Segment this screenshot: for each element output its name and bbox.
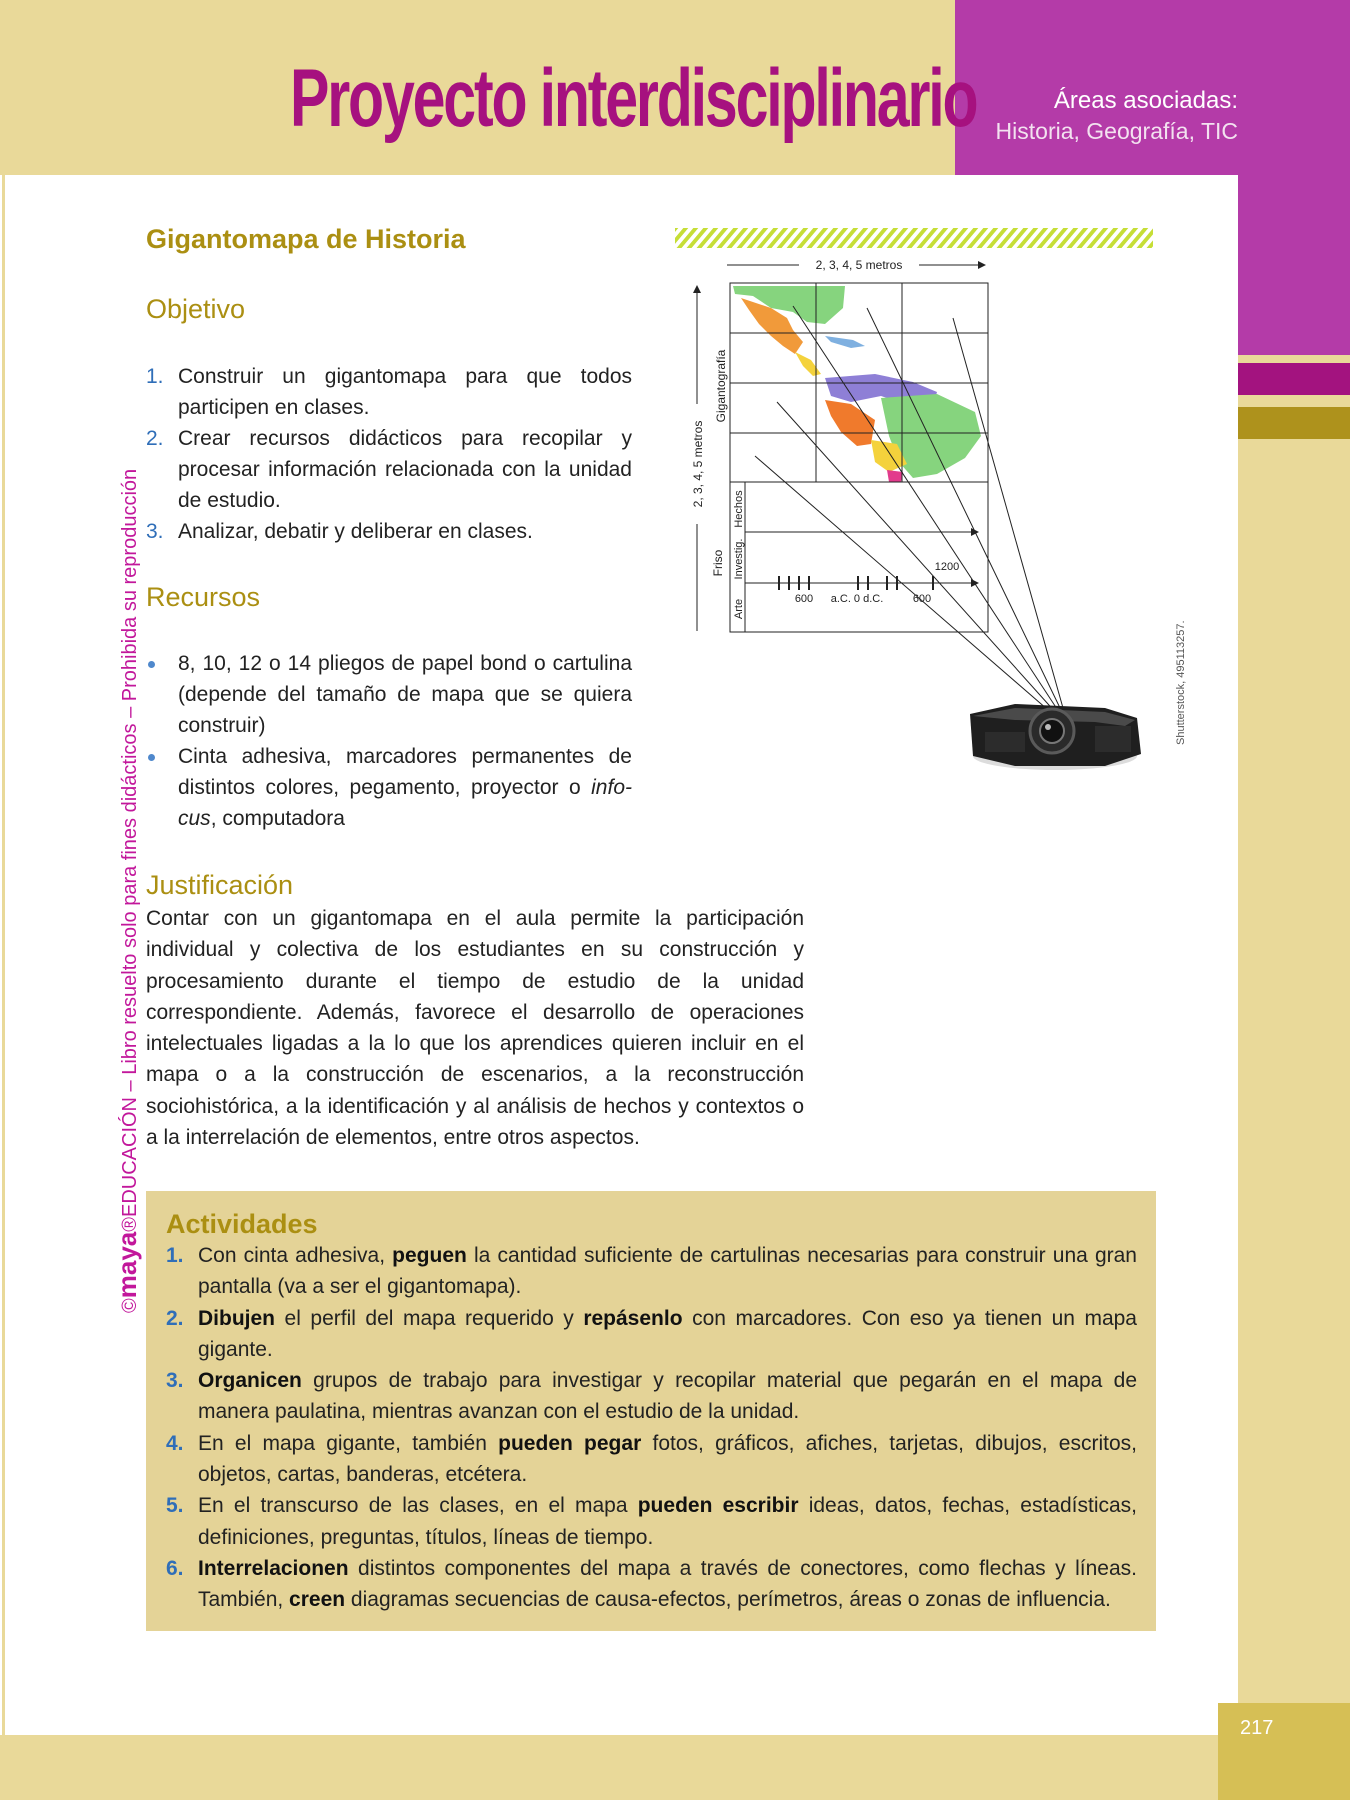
item-number: 2. <box>146 427 164 450</box>
activity-item <box>166 1303 1137 1366</box>
hechos-label: Hechos <box>733 490 745 528</box>
list-item <box>146 741 632 834</box>
item-text: Cinta adhesiva, marcadores permanentes de distintos colores, pegamento, proyector o <box>178 745 632 799</box>
activity-item <box>166 1428 1137 1491</box>
copyright-sidebar <box>112 469 143 1313</box>
item-number: 1. <box>166 1244 184 1267</box>
decor-magenta-side <box>1238 175 1350 355</box>
arte-label: Arte <box>733 598 745 620</box>
item-verb: Dibujen <box>198 1306 275 1330</box>
decor-stripe <box>1238 407 1350 439</box>
decor-stripe <box>1238 363 1350 395</box>
item-number: 3. <box>146 520 164 543</box>
item-number: 2. <box>166 1306 184 1330</box>
item-verb: creen <box>289 1588 346 1612</box>
item-verb: pueden pegar <box>498 1431 642 1455</box>
investig-label: Investig. <box>733 538 745 580</box>
left-divider <box>2 175 5 1735</box>
item-text: Construir un gigantomapa para que todos participen en clases. <box>178 365 632 419</box>
item-text: Analizar, debatir y deliberar en clases. <box>178 520 533 543</box>
bullet <box>148 754 155 761</box>
item-number: 6. <box>166 1556 184 1580</box>
justification-heading: Justificación <box>146 870 294 900</box>
item-number: 1. <box>146 365 164 388</box>
item-verb: repásenlo <box>583 1306 683 1330</box>
tick-1200: 1200 <box>934 561 960 573</box>
activities-heading: Actividades <box>166 1209 318 1239</box>
tick-600-ad: 600 <box>912 593 932 605</box>
hatched-bar <box>675 228 1153 248</box>
activities-list <box>166 1240 1137 1616</box>
item-text: , computadora <box>210 807 345 830</box>
tick-era: a.C. 0 d.C. <box>830 593 884 605</box>
item-text: la cantidad suficiente de cartulinas necesarias para construir una gran pantalla (va a ser el gigantomapa). <box>198 1244 1137 1299</box>
item-text: el perfil del mapa requerido y <box>275 1306 584 1330</box>
item-text: Con cinta adhesiva, <box>198 1244 393 1267</box>
item-text: En el transcurso de las clases, en el mapa <box>198 1494 638 1518</box>
item-text: Crear recursos didácticos para recopilar y procesar información relacionada con la unidad de estudio. <box>178 427 632 512</box>
list-item <box>146 648 632 741</box>
objective-heading: Objetivo <box>146 294 246 324</box>
tick-600-bc: 600 <box>794 593 814 605</box>
resources-list <box>146 648 632 834</box>
gigantomap-diagram <box>675 226 1175 796</box>
activity-item <box>166 1490 1137 1553</box>
map-southern-cone <box>887 470 903 482</box>
resources-heading: Recursos <box>146 582 261 612</box>
bullet <box>148 661 155 668</box>
page-title: Proyecto interdisciplinario <box>290 53 977 144</box>
item-number: 5. <box>166 1494 184 1518</box>
item-text: ideas, datos, fechas, estadísticas, definiciones, preguntas, títulos, líneas de tiempo. <box>198 1494 1137 1549</box>
friso-frame <box>730 482 988 632</box>
item-text: con marcadores. Con eso ya tienen un mapa gigante. <box>198 1306 1137 1361</box>
item-text: diagramas secuencias de causa-efectos, perímetros, áreas o zonas de influencia. <box>345 1588 1111 1612</box>
list-item <box>146 361 632 423</box>
areas-label: Áreas asociadas: <box>1053 87 1238 114</box>
justification-text: Contar con un gigantomapa en el aula permite la participación individual y colectiva de los estudiantes en su construcción y procesamiento durante el tiempo de estudio de la unidad correspondiente. Además, favorece el desarrollo de operaciones intelectuales ligadas a la lo que los aprendices quieren incluir en el mapa o a la construcción de escenarios, a la reconstrucción sociohistórica, a la identificación y al análisis de hechos y contextos o a la interrelación de elementos, entre otros aspectos. <box>146 907 804 1150</box>
item-italic: info-cus <box>178 776 632 830</box>
friso-label: Friso <box>711 549 725 577</box>
list-item <box>146 516 632 547</box>
activity-item <box>166 1240 1137 1303</box>
section-heading: Gigantomapa de Historia <box>146 224 466 254</box>
item-text: En el mapa gigante, también <box>198 1431 499 1455</box>
activity-item <box>166 1553 1137 1616</box>
item-text: distintos componentes del mapa a través de conectores, como flechas y líneas. También, <box>198 1556 1137 1612</box>
item-text: fotos, gráficos, afiches, tarjetas, dibujos, escritos, objetos, cartas, banderas, etcétera. <box>198 1431 1137 1487</box>
copyright-symbol: © <box>119 1298 141 1313</box>
objective-list <box>146 361 632 547</box>
page-number: 217 <box>1240 1717 1274 1739</box>
width-label: 2, 3, 4, 5 metros <box>815 258 903 272</box>
activities-box <box>146 1191 1156 1631</box>
item-text: grupos de trabajo para investigar y recopilar material que pegarán en el mapa de manera paulatina, mientras avanzan con el estudio de la unidad. <box>198 1369 1137 1424</box>
list-item <box>146 423 632 516</box>
copyright-notice: ®EDUCACIÓN – Libro resuelto solo para fines didácticos – Prohibida su reproducción <box>119 468 141 1232</box>
footer-band <box>0 1735 1350 1800</box>
image-credit: Shutterstock, 495113257. <box>1175 620 1187 745</box>
activity-item <box>166 1365 1137 1428</box>
item-number: 4. <box>166 1431 184 1455</box>
areas-value: Historia, Geografía, TIC <box>995 118 1238 144</box>
associated-areas <box>996 86 1238 146</box>
height-label: 2, 3, 4, 5 metros <box>691 420 705 508</box>
item-verb: peguen <box>392 1244 467 1267</box>
item-verb: Interrelacionen <box>198 1556 349 1580</box>
item-verb: pueden escribir <box>637 1494 799 1518</box>
item-number: 3. <box>166 1369 184 1393</box>
item-verb: Organicen <box>198 1369 302 1393</box>
item-text: 8, 10, 12 o 14 pliegos de papel bond o cartulina (depende del tamaño de mapa que se quiera construir) <box>178 652 632 737</box>
gigantografia-label: Gigantografía <box>714 349 728 423</box>
page-number-box <box>1218 1703 1350 1800</box>
projector-image <box>970 704 1141 770</box>
brand-name: maya <box>112 1231 142 1299</box>
